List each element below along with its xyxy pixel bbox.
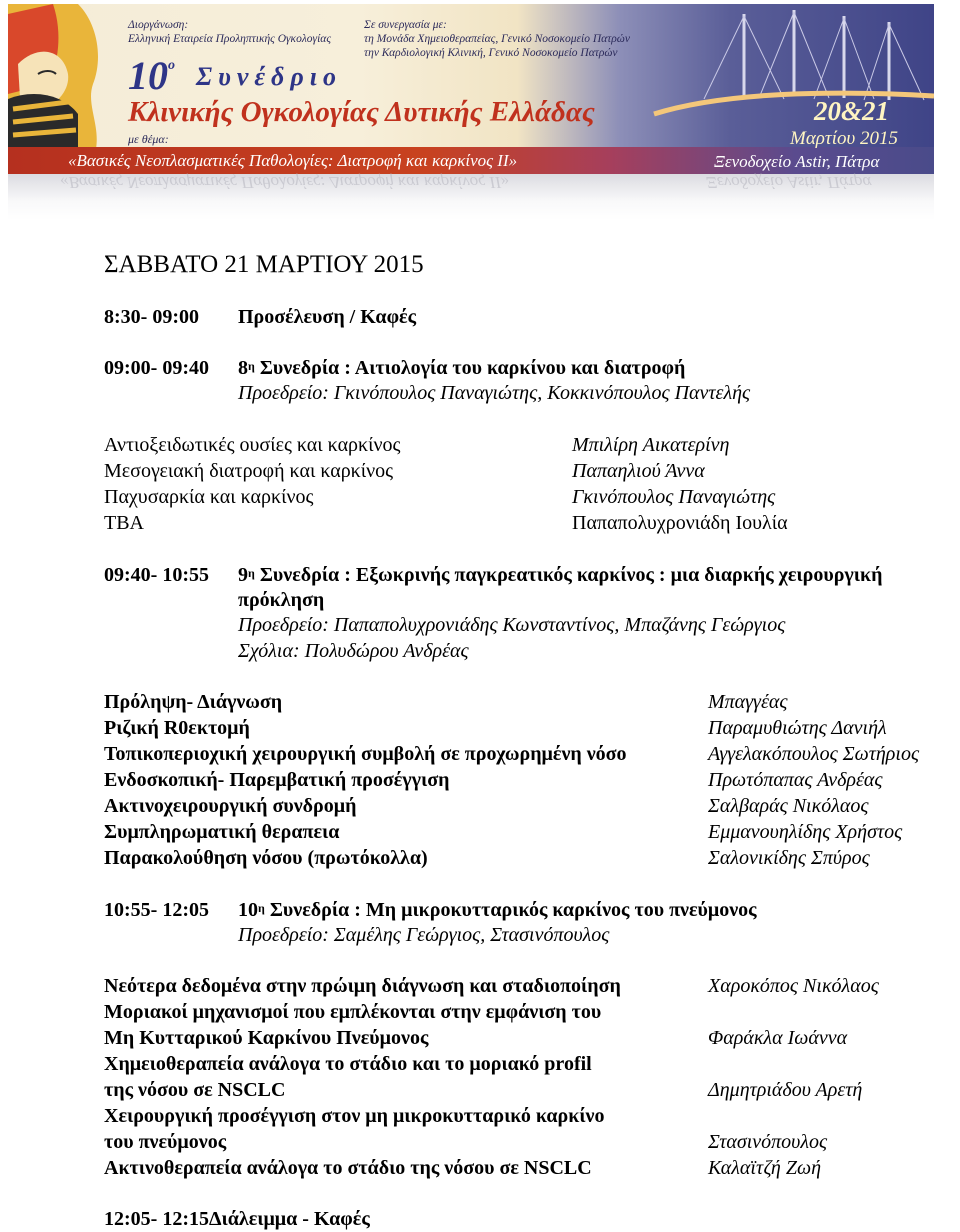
session9-title-cont: πρόκληση bbox=[238, 589, 325, 611]
session10-time: 10:55- 12:05 bbox=[104, 899, 209, 921]
session9-talk-speaker: Πρωτόπαπας Ανδρέας bbox=[708, 769, 883, 791]
session9-talk-title: Συμπληρωματική θεραπεια bbox=[104, 821, 340, 843]
coffee-time: 8:30- 09:00 bbox=[104, 306, 199, 328]
coffee-label: Προσέλευση / Καφές bbox=[238, 306, 417, 328]
session10-talk-speaker: Φαράκλα Ιωάννα bbox=[708, 1027, 848, 1049]
congress-month-year: Μαρτίου 2015 bbox=[790, 128, 898, 149]
session9-talk-speaker: Αγγελακόπουλος Σωτήριος bbox=[708, 743, 920, 765]
session9-talk-title: Τοπικοπεριοχική χειρουργική συμβολή σε προχωρημένη νόσο bbox=[104, 743, 627, 765]
session8-talk-title: Αντιοξειδωτικές ουσίες και καρκίνος bbox=[104, 434, 401, 456]
session9-talk-title: Ακτινοχειρουργική συνδρομή bbox=[104, 795, 357, 817]
session10-talk-speaker: Στασινόπουλος bbox=[708, 1131, 828, 1153]
reflection-venue: Ξενοδοχείο Astir, Πάτρα bbox=[706, 173, 872, 192]
session10-talk-speaker: Καλαϊτζή Ζωή bbox=[708, 1157, 821, 1179]
organizer-block bbox=[128, 18, 331, 46]
session9-talk-speaker: Σαλονικίδης Σπύρος bbox=[708, 847, 870, 869]
session9-time: 09:40- 10:55 bbox=[104, 564, 209, 586]
session9-comments: Σχόλια: Πολυδώρου Ανδρέας bbox=[238, 640, 469, 662]
congress-number-sup: ο bbox=[168, 58, 175, 73]
session9-talk-title: Παρακολούθηση νόσου (πρωτόκολλα) bbox=[104, 847, 428, 869]
session10-title-text: Συνεδρία : Μη μικροκυτταρικός καρκίνος του πνεύμονος bbox=[264, 899, 757, 921]
collaboration-block bbox=[364, 18, 630, 60]
congress-venue: Ξενοδοχείο Astir, Πάτρα bbox=[714, 152, 880, 171]
session8-talk-title: Παχυσαρκία και καρκίνος bbox=[104, 486, 314, 508]
session8-talk-speaker: Παπαηλιού Άννα bbox=[572, 460, 705, 482]
session8-talk-speaker: Παπαπολυχρονιάδη Ιουλία bbox=[572, 512, 788, 534]
session10-talk-title-cont: Μη Κυτταρικού Καρκίνου Πνεύμονος bbox=[104, 1027, 429, 1049]
session10-talk-title: Χειρουργική προσέγγιση στον μη μικροκυτταρικό καρκίνο bbox=[104, 1105, 605, 1127]
congress-number bbox=[128, 52, 175, 99]
collab-line-1: τη Μονάδα Χημειοθεραπείας, Γενικό Νοσοκομείο Πατρών bbox=[364, 33, 630, 45]
session10-talk-title-cont: της νόσου σε NSCLC bbox=[104, 1079, 286, 1101]
session9-num: 9 bbox=[238, 564, 248, 586]
session9-talk-speaker: Εμμανουηλίδης Χρήστος bbox=[708, 821, 903, 843]
session8-talk-speaker: Γκινόπουλος Παναγιώτης bbox=[572, 486, 776, 508]
session8-sup: η bbox=[248, 359, 255, 373]
congress-theme: «Βασικές Νεοπλασματικές Παθολογίες: Διατροφή και καρκίνος ΙΙ» bbox=[68, 151, 518, 170]
break-line: 12:05- 12:15Διάλειμμα - Καφές bbox=[104, 1208, 370, 1230]
session10-talk-title: Νεότερα δεδομένα στην πρώιμη διάγνωση και σταδιοποίηση bbox=[104, 975, 621, 997]
theme-label: με θέμα: bbox=[128, 132, 169, 146]
banner-reflection bbox=[8, 174, 934, 220]
collab-label: Σε συνεργασία με: bbox=[364, 19, 447, 31]
day-title: ΣΑΒΒΑΤΟ 21 ΜΑΡΤΙΟΥ 2015 bbox=[104, 251, 424, 278]
congress-dates: 20&21 bbox=[814, 96, 890, 126]
session8-title-text: Συνεδρία : Αιτιολογία του καρκίνου και διατροφή bbox=[254, 357, 686, 379]
session10-title bbox=[238, 897, 757, 923]
congress-banner bbox=[8, 4, 934, 174]
session8-num: 8 bbox=[238, 357, 248, 379]
session9-talk-speaker: Παραμυθιώτης Δανιήλ bbox=[708, 717, 887, 739]
session9-chairs: Προεδρείο: Παπαπολυχρονιάδης Κωνσταντίνος, Μπαζάνης Γεώργιος bbox=[238, 614, 786, 636]
session9-talk-title: Ενδοσκοπική- Παρεμβατική προσέγγιση bbox=[104, 769, 450, 791]
session8-talk-title: Μεσογειακή διατροφή και καρκίνος bbox=[104, 460, 394, 482]
collab-line-2: την Καρδιολογική Κλινική, Γενικό Νοσοκομείο Πατρών bbox=[364, 47, 618, 59]
session9-title bbox=[238, 562, 882, 588]
session10-talk-speaker: Χαροκόπος Νικόλαος bbox=[708, 975, 879, 997]
session8-talk-title: ΤΒΑ bbox=[104, 512, 144, 534]
organizer-name: Ελληνική Εταιρεία Προληπτικής Ογκολογίας bbox=[128, 33, 331, 45]
congress-number-value: 10 bbox=[128, 53, 168, 98]
session10-talk-title: Ακτινοθεραπεία ανάλογα το στάδιο της νόσου σε NSCLC bbox=[104, 1157, 592, 1179]
session9-talk-title: Πρόληψη- Διάγνωση bbox=[104, 691, 283, 713]
session10-talk-title: Μοριακοί μηχανισμοί που εμπλέκονται στην εμφάνιση του bbox=[104, 1001, 602, 1023]
session9-talk-title: Ριζική R0εκτομή bbox=[104, 717, 250, 739]
congress-title: Κλινικής Ογκολογίας Δυτικής Ελλάδας bbox=[128, 96, 595, 128]
session10-chairs: Προεδρείο: Σαμέλης Γεώργιος, Στασινόπουλος bbox=[238, 924, 610, 946]
session8-chairs: Προεδρείο: Γκινόπουλος Παναγιώτης, Κοκκινόπουλος Παντελής bbox=[238, 382, 751, 404]
reflection-theme: «Βασικές Νεοπλασματικές Παθολογίες: Διατροφή και καρκίνος ΙΙ» bbox=[60, 173, 510, 192]
session8-title bbox=[238, 355, 685, 381]
session10-talk-title: Χημειοθεραπεία ανάλογα το στάδιο και το μοριακό profil bbox=[104, 1053, 592, 1075]
session10-sup: η bbox=[258, 901, 265, 915]
session10-talk-title-cont: του πνεύμονος bbox=[104, 1131, 227, 1153]
session9-talk-speaker: Μπαγγέας bbox=[708, 691, 788, 713]
session8-talk-speaker: Μπιλίρη Αικατερίνη bbox=[572, 434, 730, 456]
session9-title-text: Συνεδρία : Εξωκρινής παγκρεατικός καρκίνος : μια διαρκής χειρουργική bbox=[254, 564, 883, 586]
session8-time: 09:00- 09:40 bbox=[104, 357, 209, 379]
organizer-label: Διοργάνωση: bbox=[128, 19, 189, 31]
session9-sup: η bbox=[248, 566, 255, 580]
session10-talk-speaker: Δημητριάδου Αρετή bbox=[708, 1079, 863, 1101]
session9-talk-speaker: Σαλβαράς Νικόλαος bbox=[708, 795, 869, 817]
congress-word: Συνέδριο bbox=[196, 62, 342, 91]
session10-num: 10 bbox=[238, 899, 258, 921]
